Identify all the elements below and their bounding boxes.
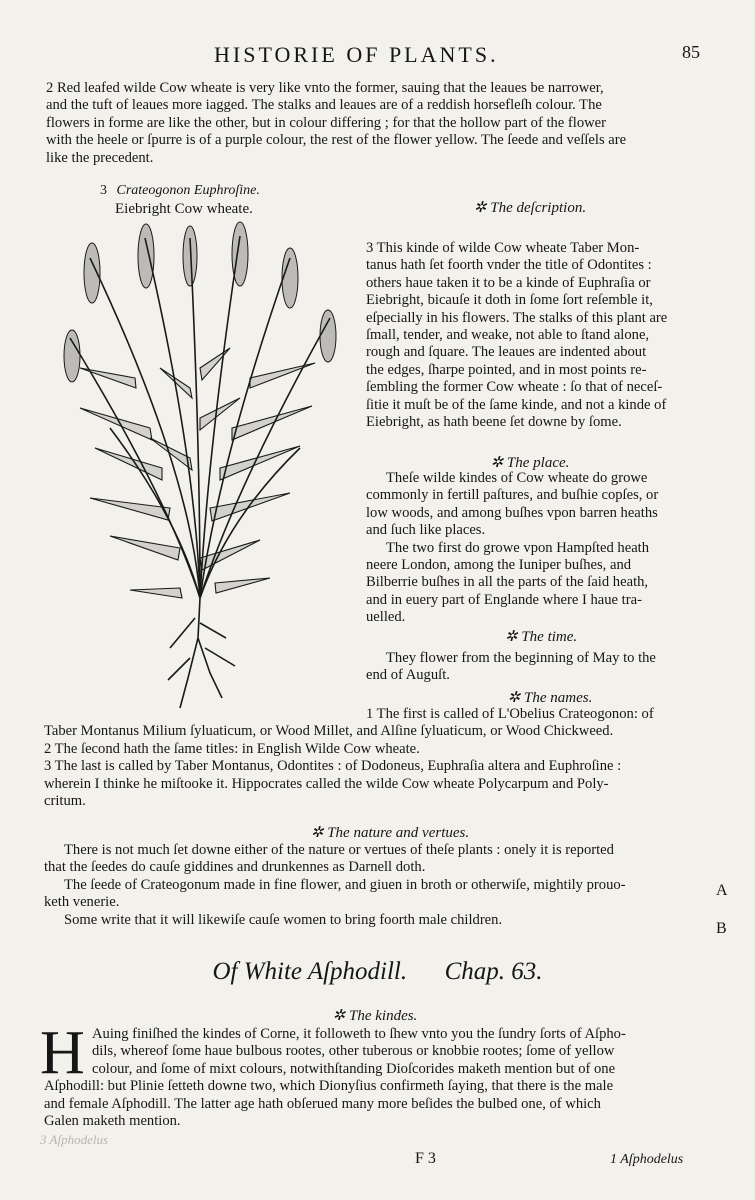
page-number: 85 bbox=[682, 42, 700, 62]
text-line: eſpecially in his flowers. The stalks of this plant are bbox=[366, 309, 668, 326]
text-line: the edges, ſharpe pointed, and in most points re- bbox=[366, 361, 647, 378]
text-line: 3 This kinde of wilde Cow wheate Taber Mon- bbox=[366, 240, 640, 256]
text-line: 2 Red leafed wilde Cow wheate is very like vnto the former, sauing that the leaues be narrower, bbox=[46, 80, 604, 96]
text-line: Aſphodill: but Plinie ſetteth downe two, which Dionyſius confirmeth ſaying, that there is the male bbox=[44, 1078, 614, 1095]
plant-woodcut-illustration bbox=[50, 218, 350, 718]
text-line: dils, whereof ſome haue bulbous rootes, other tuberous or knobbie rootes; ſome of yellow bbox=[92, 1043, 615, 1060]
text-line: Eiebright, as hath beene ſet downe by ſome. bbox=[366, 414, 622, 431]
text-line: The ſeede of Crateogonum made in fine flower, and giuen in broth or otherwiſe, mightily prouo- bbox=[64, 876, 626, 893]
nature-paragraph bbox=[44, 842, 714, 929]
text-line: like the precedent. bbox=[46, 149, 154, 166]
text-line: rough and ſquare. The leaues are indented about bbox=[366, 344, 647, 361]
text-line: others haue taken it to be a kinde of Euphraſia or bbox=[366, 274, 651, 291]
signature-mark: F 3 bbox=[415, 1150, 436, 1167]
intro-paragraph bbox=[46, 80, 716, 167]
text-line: Bilberrie buſhes in all the parts of the ſaid heath, bbox=[366, 574, 649, 591]
drop-cap: H bbox=[40, 1019, 85, 1087]
text-line: ſmall, tender, and weake, not able to ſtand alone, bbox=[366, 327, 650, 344]
bleed-through-text: 3 Aſphodelus bbox=[40, 1132, 109, 1147]
text-line: critum. bbox=[44, 793, 86, 810]
kindes-heading: ✲ The kindes. bbox=[332, 1008, 418, 1024]
text-line: ſembling the former Cow wheate : ſo that of neceſ- bbox=[366, 379, 663, 396]
time-paragraph bbox=[366, 650, 720, 685]
text-line: and in euery part of Englande where I haue tra- bbox=[366, 591, 642, 608]
text-line: and ſuch like places. bbox=[366, 522, 486, 539]
text-line: and the tuft of leaues more iagged. The stalks and leaues are of a reddish horsefleſh colour. The bbox=[46, 97, 602, 114]
chapter-title: Of White Aſphodill. Chap. 63. bbox=[212, 958, 543, 985]
text-line: Some write that it will likewiſe cauſe women to bring foorth male children. bbox=[64, 911, 503, 928]
text-line: 2 The ſecond hath the ſame titles: in English Wilde Cow wheate. bbox=[44, 740, 420, 757]
text-line: commonly in fertill paſtures, and buſhie copſes, or bbox=[366, 487, 659, 504]
text-line: 3 The last is called by Taber Montanus, Odontites : of Dodoneus, Euphraſia altera and Euphroſine : bbox=[44, 758, 622, 775]
catchword: 1 Aſphodelus bbox=[610, 1152, 684, 1167]
nature-heading: ✲ The nature and vertues. bbox=[310, 825, 470, 841]
figure-caption bbox=[100, 182, 260, 218]
figure-english-name: Eiebright Cow wheate. bbox=[115, 201, 253, 217]
text-line: Galen maketh mention. bbox=[44, 1113, 181, 1130]
text-line: flowers in forme are like the other, but in colour differing ; for that the hollow part of the flower bbox=[46, 114, 607, 131]
text-line: Theſe wilde kindes of Cow wheate do growe bbox=[386, 470, 648, 486]
text-line: ſitie it muſt be of the ſame kinde, and not a kinde of bbox=[366, 396, 667, 413]
text-line: end of Auguſt. bbox=[366, 667, 450, 684]
description-heading: ✲ The deſcription. bbox=[473, 200, 587, 216]
text-line: that the ſeedes do cauſe giddines and drunkennes as Darnell doth. bbox=[44, 859, 426, 876]
description-paragraph bbox=[366, 240, 720, 431]
text-line: and female Aſphodill. The latter age hath obſerued many more beſides the bulbed one, of which bbox=[44, 1095, 601, 1112]
text-line: They flower from the beginning of May to the bbox=[386, 650, 656, 666]
text-line: Auing finiſhed the kindes of Corne, it followeth to ſhew vnto you the ſundry ſorts of Aſpho- bbox=[92, 1026, 626, 1042]
text-line: uelled. bbox=[366, 609, 406, 626]
place-paragraph bbox=[366, 470, 720, 627]
text-line: Eiebright, bicauſe it doth in ſome ſort reſemble it, bbox=[366, 292, 653, 309]
text-line: The two first do growe vpon Hampſted heath bbox=[386, 539, 650, 556]
running-head: HISTORIE OF PLANTS. bbox=[214, 42, 499, 67]
text-line: There is not much ſet downe either of the nature or vertues of theſe plants : onely it is reported bbox=[64, 842, 614, 858]
text-line: low woods, and among buſhes vpon barren heaths bbox=[366, 504, 658, 521]
text-line: keth venerie. bbox=[44, 894, 120, 911]
text-line: neere London, among the Iuniper buſhes, and bbox=[366, 557, 632, 574]
time-heading: ✲ The time. bbox=[505, 629, 578, 645]
figure-latin-name: Crateogonon Euphroſine. bbox=[116, 183, 260, 198]
names-heading: ✲ The names. bbox=[507, 690, 593, 706]
text-line: colour, and ſome of mixt colours, notwithſtanding Dioſcorides maketh mention but of one bbox=[92, 1060, 616, 1077]
kindes-paragraph bbox=[44, 1026, 716, 1130]
text-line: tanus hath ſet foorth vnder the title of Odontites : bbox=[366, 257, 652, 274]
names-paragraph bbox=[44, 706, 724, 810]
text-line: with the heele or ſpurre is of a purple colour, the rest of the flower yellow. The ſeede and veſſels are bbox=[46, 132, 627, 149]
text-line: wherein I thinke he miſtooke it. Hippocrates called the wilde Cow wheate Polycarpum and Poly- bbox=[44, 775, 609, 792]
text-line: 1 The first is called of L'Obelius Crateogonon: of bbox=[366, 706, 654, 722]
margin-note-b: B bbox=[716, 920, 727, 937]
text-line: Taber Montanus Milium ſyluaticum, or Wood Millet, and Alſine ſyluaticum, or Wood Chickweed. bbox=[44, 723, 614, 740]
place-heading: ✲ The place. bbox=[490, 455, 570, 471]
figure-number: 3 bbox=[100, 183, 107, 198]
margin-note-a: A bbox=[716, 882, 728, 899]
